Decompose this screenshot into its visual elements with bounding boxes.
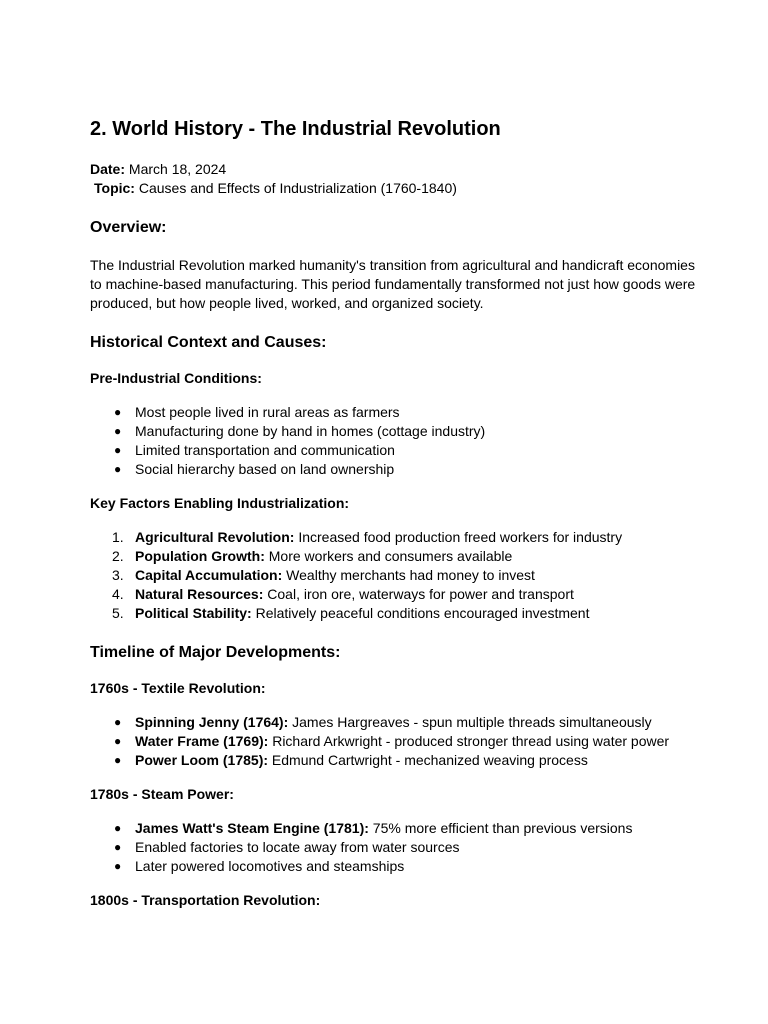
list-number: 4. (112, 586, 124, 602)
bullet-icon: ● (114, 821, 122, 835)
list-item: 1. Agricultural Revolution: Increased food production freed workers for industry (112, 529, 623, 545)
list-item: 2. Population Growth: More workers and consumers available (112, 548, 513, 564)
list-item: ● Most people lived in rural areas as farmers (114, 404, 400, 420)
steam-list (90, 819, 710, 876)
list-number: 5. (112, 605, 124, 621)
date-line (90, 160, 710, 179)
bullet-icon: ● (114, 715, 122, 729)
pre-industrial-heading: Pre-Industrial Conditions: (90, 370, 262, 386)
list-item: 5. Political Stability: Relatively peaceful conditions encouraged investment (112, 605, 590, 621)
overview-paragraph: The Industrial Revolution marked humanity's transition from agricultural and handicraft economies to machine-based manufacturing. This period fundamentally transformed not just how goods were produced, but how people lived, worked, and organized society. (90, 257, 696, 311)
key-factors-list (90, 528, 710, 623)
list-item: 4. Natural Resources: Coal, iron ore, waterways for power and transport (112, 586, 574, 602)
date-label: Date: (90, 161, 126, 177)
list-item: ● Limited transportation and communication (114, 442, 395, 458)
list-item: ● Water Frame (1769): Richard Arkwright - produced stronger thread using water power (114, 733, 670, 749)
list-item: ● Manufacturing done by hand in homes (cottage industry) (114, 423, 486, 439)
bullet-icon: ● (114, 859, 122, 873)
document-content (90, 116, 710, 910)
timeline-heading: Timeline of Major Developments: (90, 644, 341, 661)
topic-value: Causes and Effects of Industrialization (1760-1840) (138, 180, 457, 196)
pre-industrial-list (90, 403, 710, 479)
transport-heading: 1800s - Transportation Revolution: (90, 892, 321, 908)
list-item: 3. Capital Accumulation: Wealthy merchants had money to invest (112, 567, 535, 583)
list-item: ● James Watt's Steam Engine (1781): 75% more efficient than previous versions (114, 820, 633, 836)
list-item: ● Spinning Jenny (1764): James Hargreaves - spun multiple threads simultaneously (114, 714, 652, 730)
list-item: ● Power Loom (1785): Edmund Cartwright - mechanized weaving process (114, 752, 588, 768)
bullet-icon: ● (114, 424, 122, 438)
topic-line (90, 179, 710, 198)
topic-label: Topic: (94, 180, 135, 196)
key-factors-heading: Key Factors Enabling Industrialization: (90, 495, 350, 511)
textile-heading: 1760s - Textile Revolution: (90, 680, 266, 696)
bullet-icon: ● (114, 462, 122, 476)
list-item: ● Later powered locomotives and steamships (114, 858, 405, 874)
context-heading: Historical Context and Causes: (90, 334, 327, 351)
steam-heading: 1780s - Steam Power: (90, 786, 234, 802)
bullet-icon: ● (114, 753, 122, 767)
list-item: ● Social hierarchy based on land ownership (114, 461, 395, 477)
overview-heading: Overview: (90, 219, 167, 236)
bullet-icon: ● (114, 443, 122, 457)
date-value: March 18, 2024 (128, 161, 227, 177)
list-number: 2. (112, 548, 124, 564)
list-number: 3. (112, 567, 124, 583)
list-number: 1. (112, 529, 124, 545)
list-item: ● Enabled factories to locate away from water sources (114, 839, 460, 855)
page-title: 2. World History - The Industrial Revolution (90, 118, 501, 140)
bullet-icon: ● (114, 734, 122, 748)
bullet-icon: ● (114, 405, 122, 419)
bullet-icon: ● (114, 840, 122, 854)
textile-list (90, 713, 710, 770)
